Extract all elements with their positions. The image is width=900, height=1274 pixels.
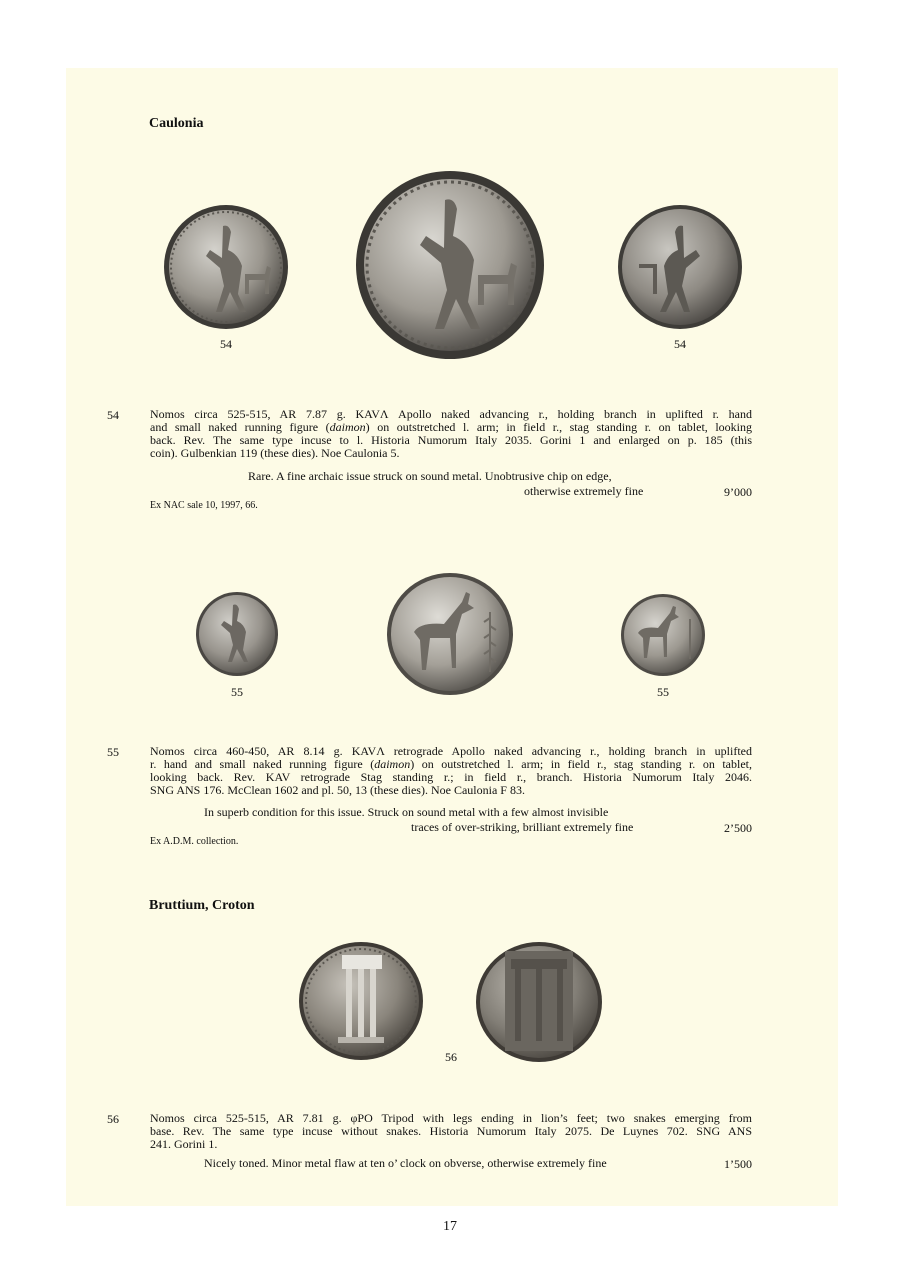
description-line: Nomos circa 460-450, AR 8.14 g. KAVΛ retrograde Apollo naked advancing r., holding branch in uplifted bbox=[150, 744, 752, 758]
coin-label-55-left: 55 bbox=[231, 685, 243, 699]
coin-label-54-right: 54 bbox=[674, 337, 686, 351]
condition-line: Rare. A fine archaic issue struck on sound metal. Unobtrusive chip on edge, bbox=[248, 469, 612, 483]
coin-photo-54-obverse-enlarged bbox=[355, 170, 545, 360]
description-line: back. Rev. The same type incuse to l. Historia Numorum Italy 2035. Gorini 1 and enlarged on p. 185 (this bbox=[150, 433, 752, 447]
condition-line: Nicely toned. Minor metal flaw at ten o’ clock on obverse, otherwise extremely fine bbox=[204, 1156, 607, 1170]
lot-estimate-56: 1’500 bbox=[724, 1157, 752, 1171]
section-title-bruttium-croton: Bruttium, Croton bbox=[149, 898, 255, 913]
lot-description-54 bbox=[150, 408, 752, 460]
coin-photo-54-obverse-small bbox=[163, 204, 289, 330]
description-line: looking back. Rev. KAV retrograde Stag standing r.; in field r., branch. Historia Numorum Italy 2046. bbox=[150, 770, 752, 784]
coin-label-55-right: 55 bbox=[657, 685, 669, 699]
description-text: and small naked running figure ( bbox=[150, 420, 330, 434]
condition-line: otherwise extremely fine bbox=[524, 484, 644, 498]
coin-photo-54-reverse bbox=[617, 204, 743, 330]
lot-description-56 bbox=[150, 1112, 752, 1151]
coin-photo-55-reverse-enlarged bbox=[386, 572, 514, 696]
lot-number-54: 54 bbox=[107, 408, 119, 422]
description-text: r. hand and small naked running figure ( bbox=[150, 757, 375, 771]
description-italic: daimon bbox=[374, 757, 411, 771]
coin-label-56: 56 bbox=[445, 1050, 457, 1064]
lot-estimate-55: 2’500 bbox=[724, 821, 752, 835]
condition-line: In superb condition for this issue. Struck on sound metal with a few almost invisible bbox=[204, 805, 609, 819]
description-line: coin). Gulbenkian 119 (these dies). Noe Caulonia 5. bbox=[150, 446, 400, 460]
lot-estimate-54: 9’000 bbox=[724, 485, 752, 499]
lot-number-55: 55 bbox=[107, 745, 119, 759]
lot-description-55 bbox=[150, 745, 752, 797]
description-italic: daimon bbox=[329, 420, 366, 434]
description-line: base. Rev. The same type incuse without snakes. Historia Numorum Italy 2075. De Luynes 702. SNG ANS bbox=[150, 1124, 752, 1138]
lot-number-56: 56 bbox=[107, 1112, 119, 1126]
coin-photo-56-reverse bbox=[475, 941, 603, 1063]
coin-photo-55-reverse bbox=[620, 593, 706, 677]
description-line: SNG ANS 176. McClean 1602 and pl. 50, 13 (these dies). Noe Caulonia F 83. bbox=[150, 783, 525, 797]
coin-photo-56-obverse bbox=[298, 941, 424, 1061]
description-line: Nomos circa 525-515, AR 7.87 g. KAVΛ Apollo naked advancing r., holding branch in uplifted r. hand bbox=[150, 407, 752, 421]
coin-photo-55-obverse bbox=[195, 591, 279, 677]
page-number: 17 bbox=[443, 1219, 457, 1234]
description-text: ) on outstretched l. arm; in field r., stag standing r. on tablet, bbox=[410, 757, 752, 771]
description-line: 241. Gorini 1. bbox=[150, 1137, 218, 1151]
lot-provenance-55: Ex A.D.M. collection. bbox=[150, 836, 239, 847]
description-line: Nomos circa 525-515, AR 7.81 g. φPO Tripod with legs ending in lion’s feet; two snakes emerging from bbox=[150, 1111, 752, 1125]
lot-provenance-54: Ex NAC sale 10, 1997, 66. bbox=[150, 500, 258, 511]
coin-label-54-left: 54 bbox=[220, 337, 232, 351]
section-title-caulonia: Caulonia bbox=[149, 116, 204, 131]
condition-line: traces of over-striking, brilliant extremely fine bbox=[411, 820, 634, 834]
description-text: ) on outstretched l. arm; in field r., stag standing r. on tablet, looking bbox=[365, 420, 752, 434]
